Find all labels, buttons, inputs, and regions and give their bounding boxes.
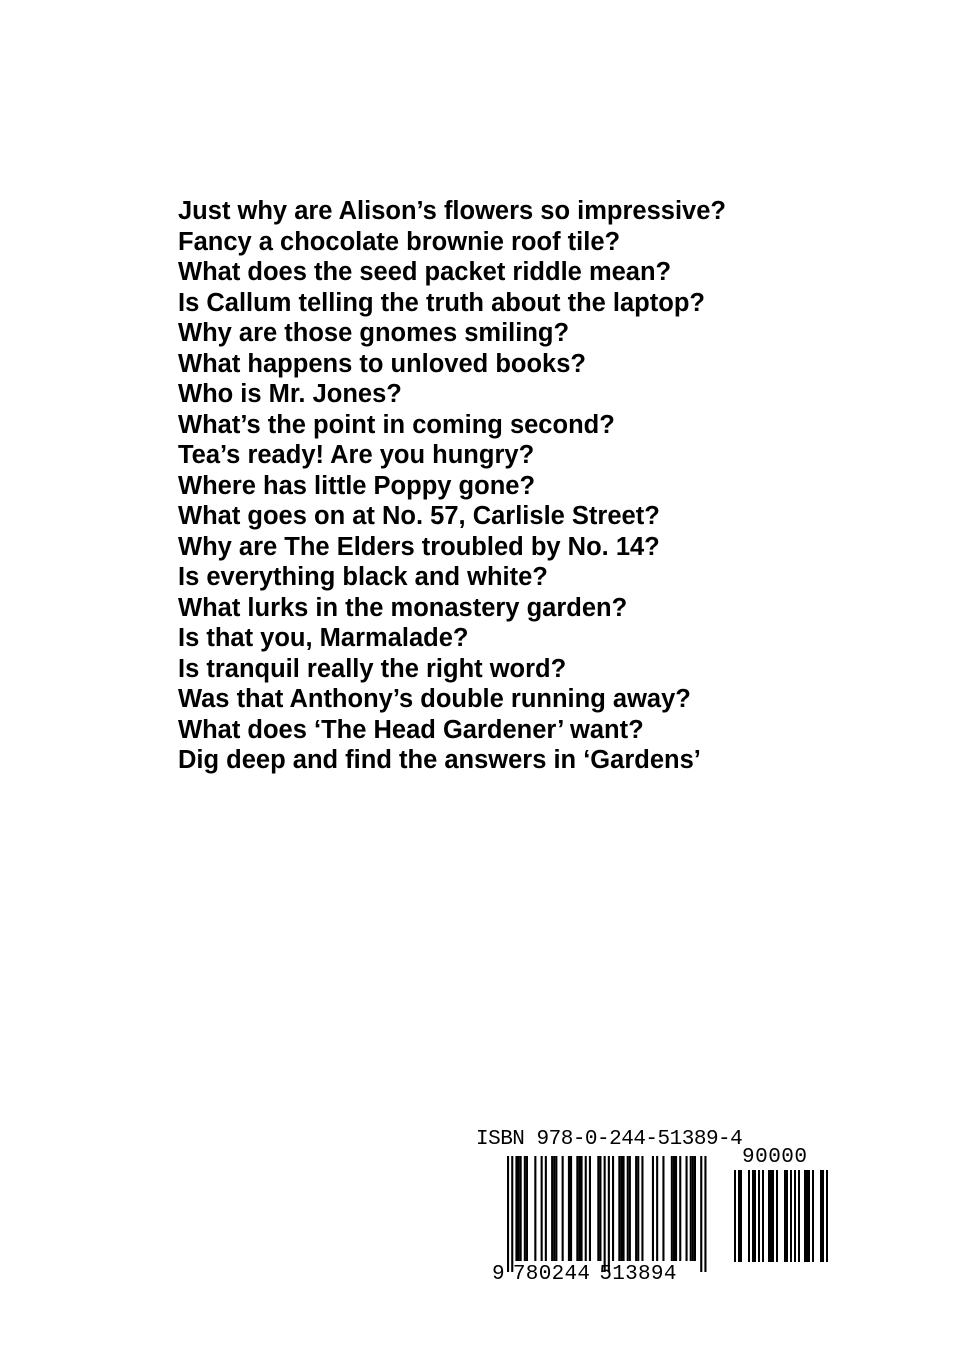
isbn-label: ISBN 978-0-244-51389-4 [476,1128,743,1151]
addon-bar [768,1170,770,1262]
barcode-bar [562,1156,564,1261]
barcode-bar [686,1156,688,1261]
barcode-bar [704,1156,706,1272]
isbn-barcode [476,1128,836,1298]
barcode-bar [576,1156,578,1261]
barcode-bar [518,1156,520,1261]
barcode-bar [694,1156,696,1261]
addon-bar [786,1170,788,1262]
blurb-line: Is tranquil really the right word? [178,654,567,683]
blurb-line: What does the seed packet riddle mean? [178,258,672,286]
barcode-bar [520,1156,522,1261]
blurb-line: Where has little Poppy gone? [178,471,536,500]
barcode-bar [652,1156,654,1261]
barcode-bar [679,1156,681,1261]
barcode-bar [656,1156,658,1261]
barcode-bar [635,1156,637,1261]
barcode-bar [629,1156,631,1261]
barcode-bar [608,1156,610,1272]
addon-bar [772,1170,774,1262]
addon-bar [734,1170,736,1262]
addon-bar [820,1170,822,1262]
barcode-bar [700,1156,702,1272]
addon-bar [826,1170,828,1262]
barcode-bar [690,1156,692,1261]
barcode-bar [692,1156,694,1261]
addon-bar [740,1170,742,1262]
blurb-line: What happens to unloved books? [178,349,586,378]
ean-left-group: 780244 [512,1263,591,1286]
barcode-bar [641,1156,643,1261]
barcode-bar [570,1156,572,1261]
barcode-bar [599,1156,601,1261]
blurb-line: Just why are Alison’s flowers so impressive? [178,197,726,225]
barcode-bar [671,1156,673,1261]
addon-bar [784,1170,786,1262]
barcode-bar [612,1156,614,1261]
barcode-bar [585,1156,587,1261]
barcode-bar [618,1156,620,1261]
blurb-line: What goes on at No. 57, Carlisle Street? [178,502,660,530]
barcode-bar [524,1156,526,1261]
blurb-line: Fancy a chocolate brownie roof tile? [178,227,621,256]
barcode-bar [662,1156,664,1261]
addon-bar [812,1170,814,1262]
blurb-line: Tea’s ready! Are you hungry? [178,441,535,469]
addon-bar [748,1170,750,1262]
addon-bar [806,1170,808,1262]
addon-bar [790,1170,792,1262]
barcode-bar [553,1156,555,1261]
blurb-line: What does ‘The Head Gardener’ want? [178,715,644,744]
blurb-line: Is Callum telling the truth about the laptop? [178,288,705,317]
ean-first-digit: 9 [492,1263,505,1286]
barcode-bar [578,1156,580,1261]
addon-bar [776,1170,778,1262]
barcode-bar [534,1156,536,1261]
barcode-bar [637,1156,639,1261]
barcode-bar [526,1156,528,1261]
addon-bar [804,1170,806,1262]
barcode-bar [673,1156,675,1261]
barcode-bar [545,1156,547,1261]
barcode-bar [623,1156,625,1261]
barcode-bar [507,1156,509,1272]
barcode-bar [515,1156,517,1261]
addon-bar [762,1170,764,1262]
barcode-bar [604,1156,606,1272]
barcode-bar [511,1156,513,1272]
ean-right-group: 513894 [599,1263,677,1286]
back-cover-blurb [178,196,878,776]
blurb-line: Was that Anthony’s double running away? [178,685,691,713]
barcode-bar [568,1156,570,1261]
blurb-line: Is everything black and white? [178,563,548,591]
blurb-line: Who is Mr. Jones? [178,380,402,408]
blurb-line: Dig deep and find the answers in ‘Gardens’ [178,746,701,774]
addon-bar [754,1170,756,1262]
blurb-line: Why are those gnomes smiling? [178,319,570,347]
blurb-line: Why are The Elders troubled by No. 14? [178,532,660,561]
ean-digits [492,1263,677,1287]
barcode-bar [597,1156,599,1261]
barcode-bar [675,1156,677,1261]
barcode-bar [627,1156,629,1261]
addon-bar [798,1170,800,1262]
addon-bar [822,1170,824,1262]
barcode-bar [551,1156,553,1261]
barcode-bar [620,1156,622,1261]
addon-bar [758,1170,760,1262]
addon-bar [770,1170,772,1262]
addon-bar [752,1170,754,1262]
barcode-bar [555,1156,557,1261]
barcode-bar [589,1156,591,1261]
barcode-bar [541,1156,543,1261]
blurb-line: Is that you, Marmalade? [178,624,469,652]
addon-bar [738,1170,740,1262]
addon-digits: 90000 [742,1146,808,1169]
barcode-bar [581,1156,583,1261]
addon-bar [794,1170,796,1262]
blurb-line: What’s the point in coming second? [178,410,615,439]
addon-bar [808,1170,810,1262]
blurb-line: What lurks in the monastery garden? [178,593,628,622]
